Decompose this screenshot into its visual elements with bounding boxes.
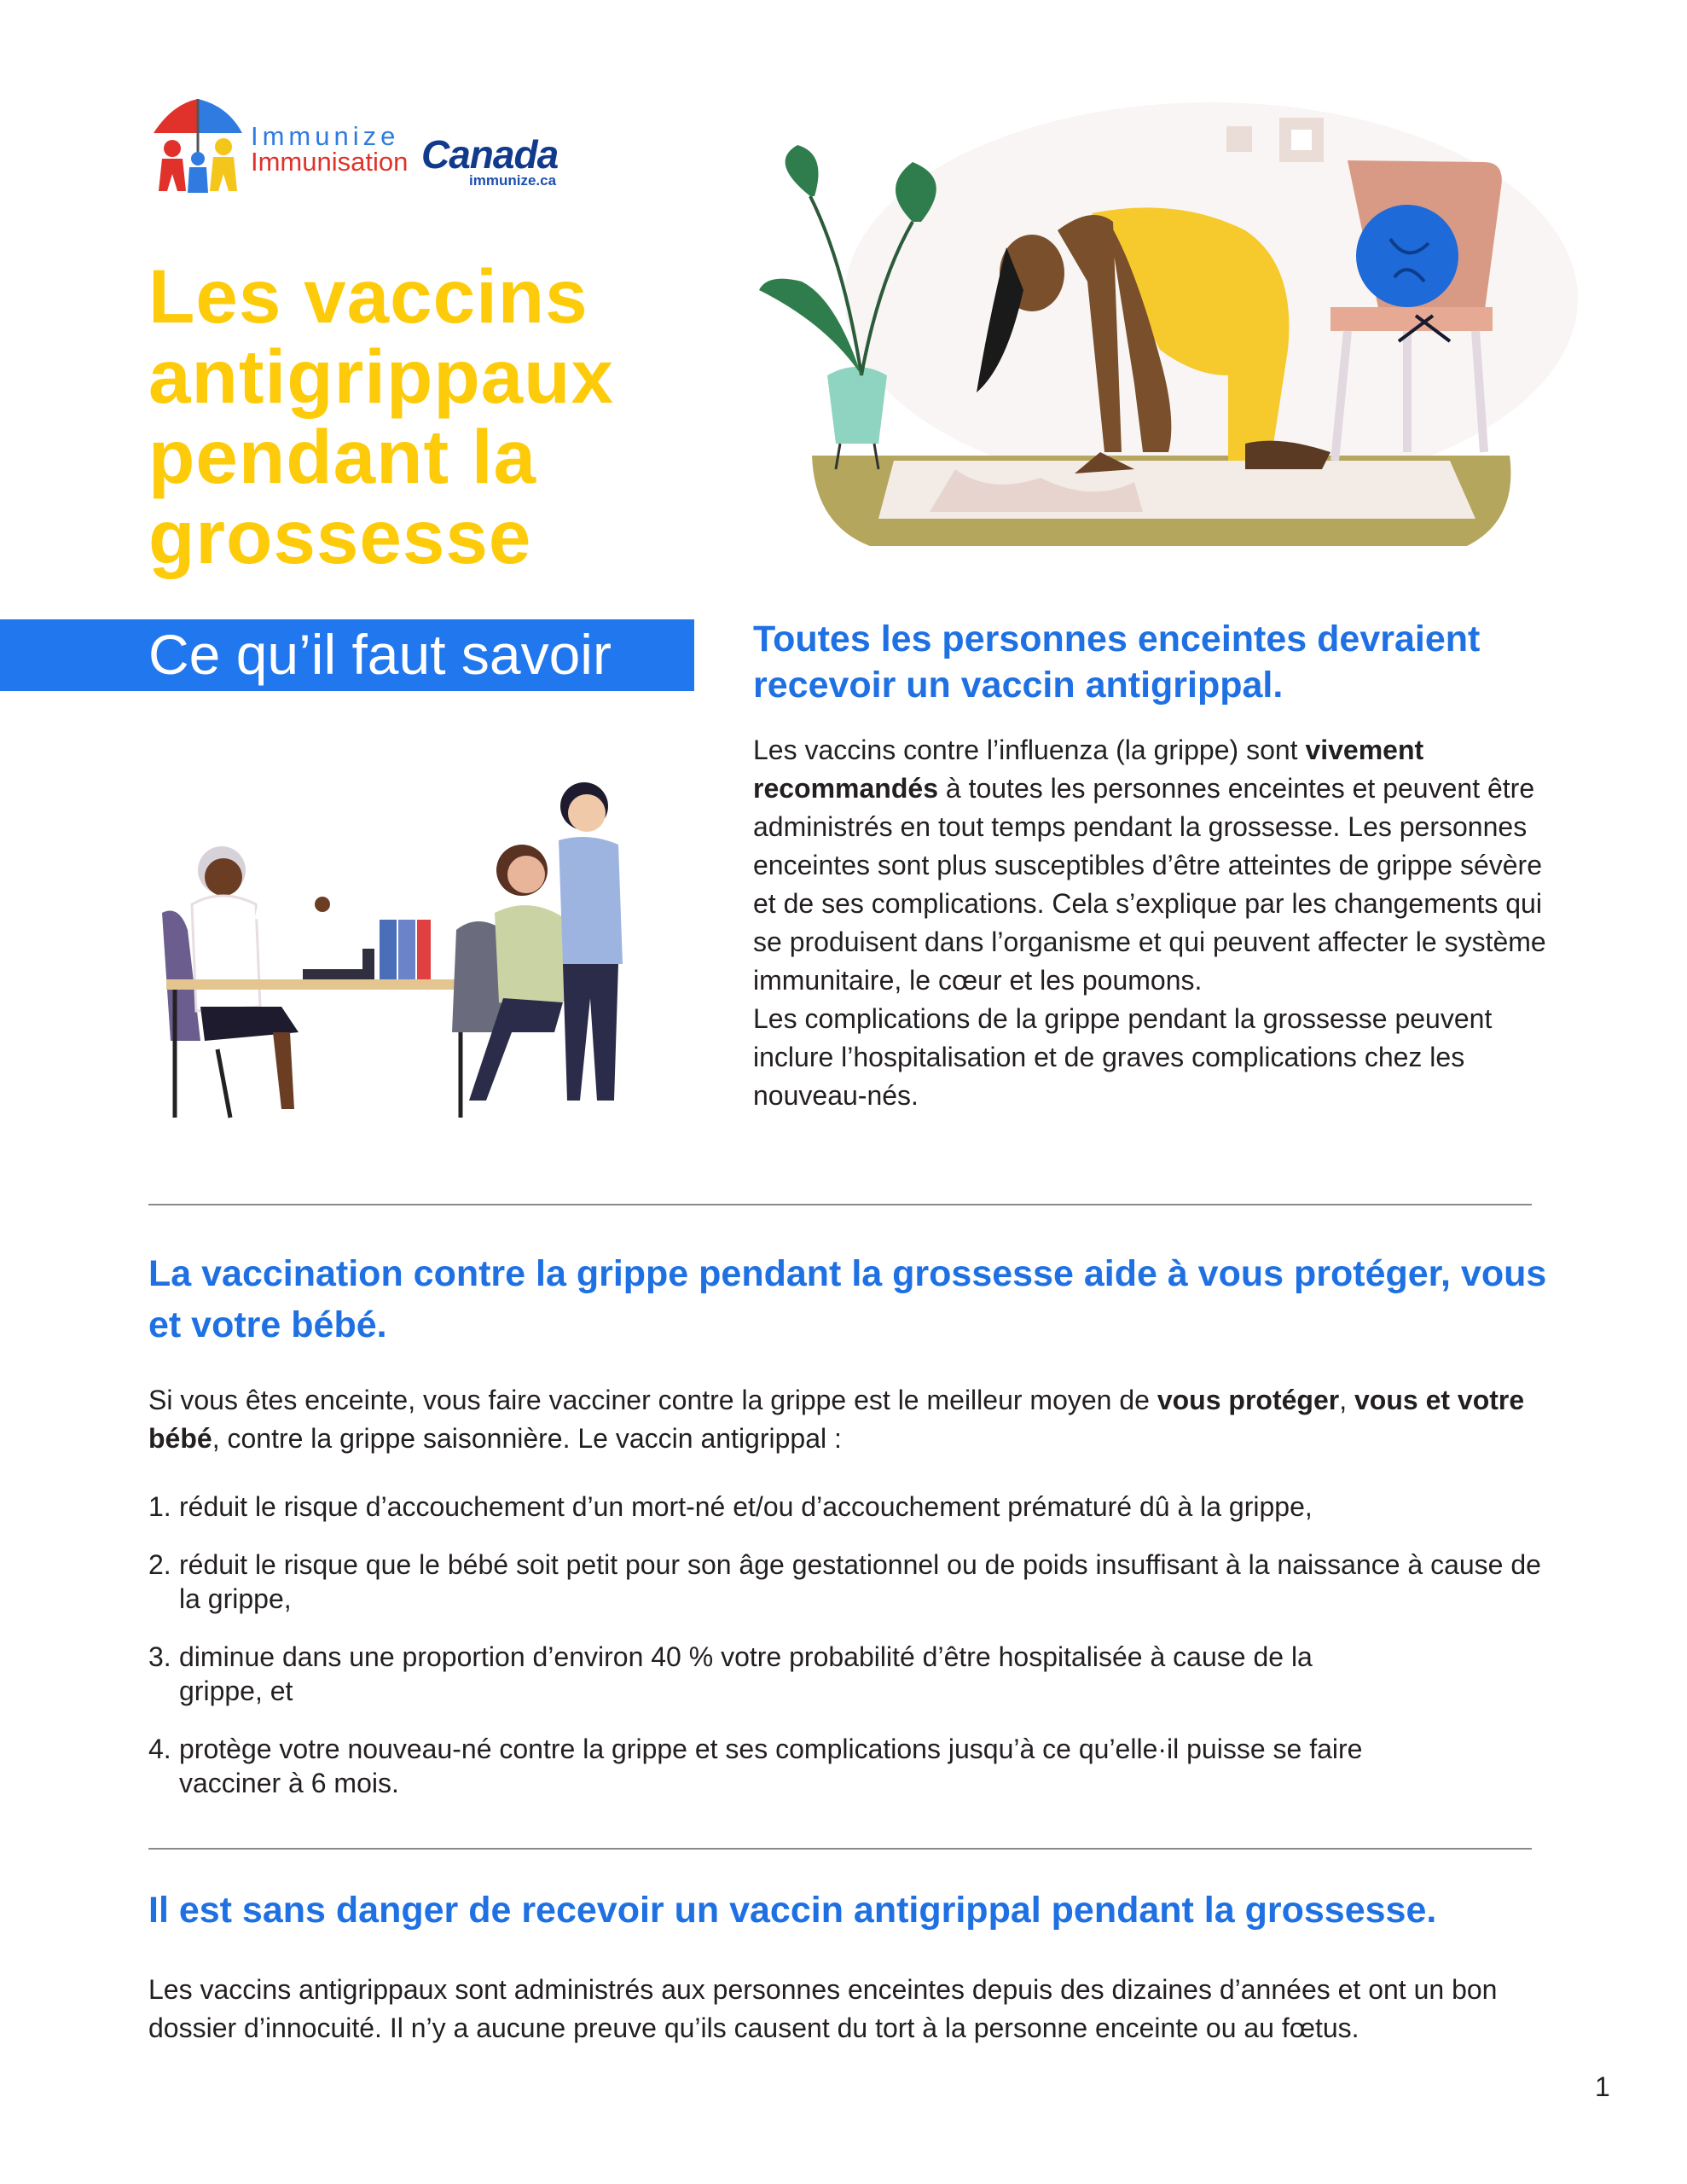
logo-canada-text: Canada [421,132,559,177]
intro-body [753,731,1572,1115]
list-item [148,1548,1547,1616]
list-item-number: 3. [148,1641,171,1672]
logo-immunize-text: Immunize [251,121,400,151]
immunize-canada-logo [147,97,559,200]
doctor-consultation-illustration [154,759,665,1135]
logo-immunisation-text: Immunisation [251,147,409,177]
list-item-number: 2. [148,1549,171,1580]
protection-heading: La vaccination contre la grippe pendant la grossesse aide à vous protéger, vous et votre bébé. [148,1253,1547,1345]
protection-emphasis-1: vous protéger [1157,1385,1340,1415]
safety-body: Les vaccins antigrippaux sont administrés aux personnes enceintes depuis des dizaines d’années et ont un bon dossier d’innocuité. Il n’y a aucune preuve qu’ils causent du tort à la personne enceinte ou au fœtus. [148,1974,1498,2043]
section-divider [148,1204,1532,1205]
safety-heading: Il est sans danger de recevoir un vaccin antigrippal pendant la grossesse. [148,1890,1437,1931]
list-item-text: diminue dans une proportion d’environ 40 % votre probabilité d’être hospitalisée à cause de la grippe, et [179,1641,1313,1706]
list-item-text: réduit le risque d’accouchement d’un mort-né et/ou d’accouchement prématuré dû à la grippe, [179,1491,1313,1522]
benefits-list [148,1490,1547,1824]
page-number: 1 [1595,2071,1610,2102]
intro-text-start: Les vaccins contre l’influenza (la grippe) sont [753,735,1298,765]
pregnant-woman-yoga-illustration [733,94,1586,572]
list-item-number: 1. [148,1491,171,1522]
protection-emphasis-2: vous et votre bébé [148,1385,1525,1454]
logo-url-text: immunize.ca [469,172,557,189]
protection-intro-end: , contre la grippe saisonnière. Le vaccin antigrippal : [212,1423,842,1454]
list-item-number: 4. [148,1734,171,1764]
page-title: Les vaccins antigrippaux pendant la grossesse [148,253,615,579]
protection-intro-start: Si vous êtes enceinte, vous faire vacciner contre la grippe est le meilleur moyen de [148,1385,1150,1415]
section-divider [148,1848,1532,1850]
intro-heading: Toutes les personnes enceintes devraient recevoir un vaccin antigrippal. [753,619,1481,706]
list-item [148,1490,1547,1524]
umbrella-family-icon [147,97,249,200]
list-item [148,1640,1547,1708]
intro-complications-text: Les complications de la grippe pendant la grossesse peuvent inclure l’hospitalisation et de graves complications chez les nouveau-nés. [753,1003,1493,1111]
intro-emphasis: vivement recommandés [753,735,1424,804]
list-item [148,1732,1547,1800]
band-title: Ce qu’il faut savoir [148,623,612,686]
list-item-text: réduit le risque que le bébé soit petit pour son âge gestationnel ou de poids insuffisant à la naissance à cause de la grippe, [179,1549,1541,1614]
intro-text-end: à toutes les personnes enceintes et peuvent être administrés en tout temps pendant la grossesse. Les personnes enceintes sont plus susceptibles d’être atteintes de grippe sévère et de ses complications. Cela s’explique par les changements qui se produisent dans l’organisme et qui peuvent affecter le système immunitaire, le cœur et les poumons. [753,773,1546,996]
protection-intro: Si vous êtes enceinte, vous faire vacciner contre la grippe est le meilleur moyen de vous protéger, vous et votre bébé, contre la grippe saisonnière. Le vaccin antigrippal : [148,1385,1525,1454]
list-item-text: protège votre nouveau-né contre la grippe et ses complications jusqu’à ce qu’elle·il puisse se faire vacciner à 6 mois. [179,1734,1363,1798]
